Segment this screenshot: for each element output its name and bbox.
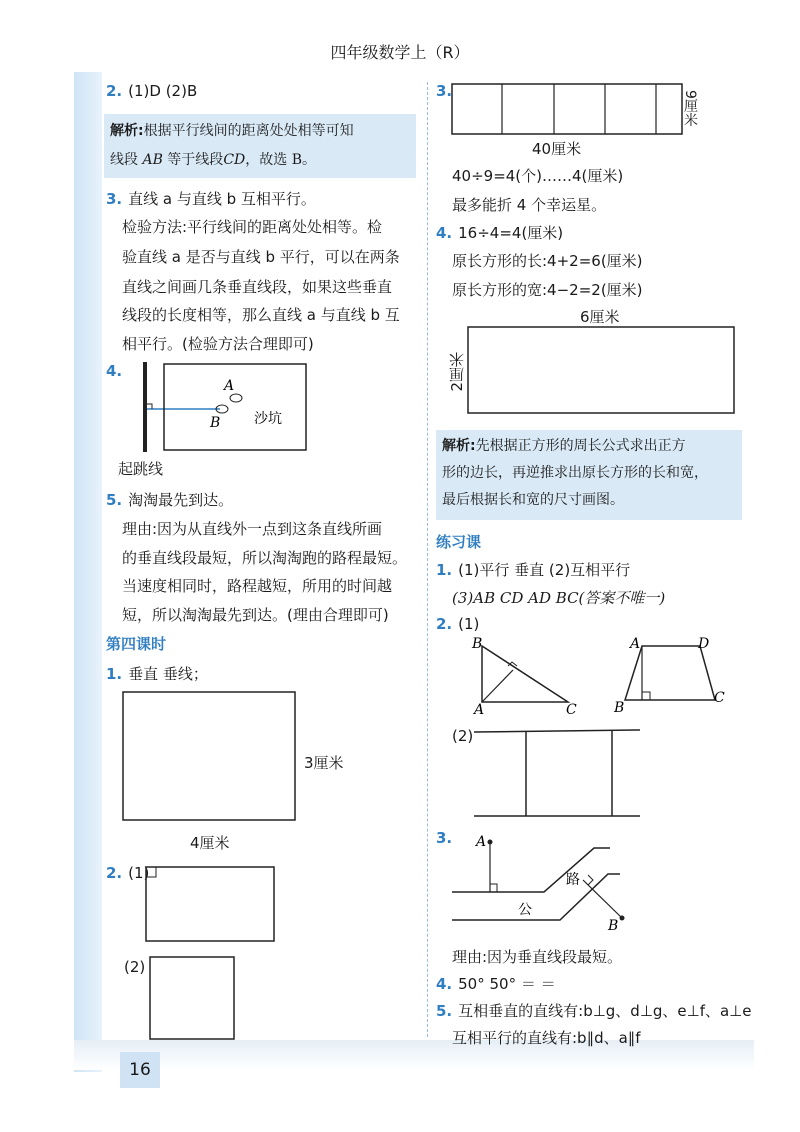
tri-label-c: C xyxy=(566,702,577,716)
left-q4-number: 4. xyxy=(106,362,123,380)
left-q2 xyxy=(106,82,197,100)
rectangle-6x2-diagram xyxy=(466,325,738,417)
page-number: 16 xyxy=(120,1052,160,1088)
left-q2-text: (1)D (2)B xyxy=(128,82,198,100)
left-q3-line: 验直线 a 是否与直线 b 平行，可以在两条 xyxy=(122,248,400,266)
long-jump-diagram xyxy=(130,360,330,460)
rectangle-4x3-diagram xyxy=(120,690,310,825)
rectangle-6x2 xyxy=(468,327,734,413)
left-q5-line: 的垂直线段最短，所以淘淘跑的路程最短。 xyxy=(122,549,408,567)
right-q4-line1: 16÷4=4(厘米) xyxy=(458,224,564,242)
practice-q1-line2: (3)AB CD AD BC(答案不唯一) xyxy=(452,589,666,607)
left-q3-first-line xyxy=(106,188,316,209)
practice-q3-number: 3. xyxy=(436,829,453,847)
section-title-lesson4: 第四课时 xyxy=(106,635,167,653)
lesson4-q2-part2: (2) xyxy=(124,958,146,976)
parallel-lines-diagram xyxy=(472,724,644,822)
left-q5-answer: 淘淘最先到达。 xyxy=(128,491,234,509)
note1-cd: CD xyxy=(223,152,246,168)
left-q5-line: 理由:因为从直线外一点到这条直线所画 xyxy=(122,520,383,538)
road-word-2: 路 xyxy=(566,872,580,888)
left-q3-line: 直线之间画几条垂直线段，如果这些垂直 xyxy=(122,278,393,296)
lesson4-q2-number: 2. xyxy=(106,864,123,882)
right-angle-mark xyxy=(146,867,156,877)
practice-q1-line1: (1)平行 垂直 (2)互相平行 xyxy=(458,561,631,579)
right-q3-number: 3. xyxy=(436,82,453,100)
square-shape xyxy=(150,957,234,1039)
parallel-line-top xyxy=(474,730,640,732)
rectangle-q2-1 xyxy=(142,864,282,946)
road-label-a: A xyxy=(476,834,487,850)
tri-label-b: B xyxy=(472,636,483,652)
practice-q5-line2: 互相平行的直线有:b∥d、a∥f xyxy=(452,1029,641,1047)
strip-height-label: 9厘米 xyxy=(682,90,698,127)
section-title-practice: 练习课 xyxy=(436,533,482,551)
rect6x2-width-label: 6厘米 xyxy=(580,308,620,326)
label-b: B xyxy=(210,415,221,431)
left-q5-number: 5. xyxy=(106,491,123,509)
triangle xyxy=(482,646,568,702)
strip-width-label: 40厘米 xyxy=(532,140,582,158)
rectangle-4x3 xyxy=(123,692,295,820)
left-q3-line: 检验方法:平行线间的距离处处相等。检 xyxy=(122,218,383,236)
note1-line1: 根据平行线间的距离处处相等可知 xyxy=(143,123,354,139)
paper-strip xyxy=(452,84,682,134)
left-q5-first-line xyxy=(106,489,233,510)
lesson4-q1 xyxy=(106,663,208,684)
tri-label-a: A xyxy=(474,702,485,716)
practice-q1-number: 1. xyxy=(436,561,453,579)
road-edge-upper xyxy=(452,848,610,892)
right-q4-number: 4. xyxy=(436,224,453,242)
practice-q1-first-line xyxy=(436,559,630,580)
rect6x2-height-label: 2厘米 xyxy=(448,352,466,392)
practice-q5-first-line xyxy=(436,1000,751,1021)
rectangle-shape xyxy=(146,867,274,941)
practice-q4-text: 50° 50° ＝ ＝ xyxy=(458,975,556,993)
practice-q3-reason: 理由:因为垂直线段最短。 xyxy=(452,948,623,966)
right-q4-line3: 原长方形的宽:4−2=2(厘米) xyxy=(452,281,643,299)
note1-label: 解析: xyxy=(110,123,144,139)
rect-height-label: 3厘米 xyxy=(304,754,344,772)
right-q3-line1: 40÷9=4(个)……4(厘米) xyxy=(452,167,624,185)
left-q2-number: 2. xyxy=(106,82,123,100)
page-header-title: 四年级数学上（R） xyxy=(330,43,470,62)
sand-pit xyxy=(164,364,306,450)
trap-label-b: B xyxy=(614,700,625,716)
rect-width-label: 4厘米 xyxy=(190,834,230,852)
note2-line2: 形的边长，再逆推求出原长方形的长和宽， xyxy=(442,465,708,481)
practice-q2-part2: (2) xyxy=(452,727,474,745)
left-q3-line: 相平行。(检验方法合理即可) xyxy=(122,335,314,353)
lesson4-q1-text: 垂直 垂线； xyxy=(128,665,208,683)
practice-q5-number: 5. xyxy=(436,1002,453,1020)
footprint-a xyxy=(230,394,242,402)
road-label-b: B xyxy=(608,918,619,934)
page-bottom-shadow xyxy=(74,1040,754,1070)
lesson4-q2-part1: (1) xyxy=(128,864,150,882)
sand-pit-label: 沙坑 xyxy=(254,411,282,427)
practice-q2-part1: (1) xyxy=(458,615,480,633)
trapezoid-height-diagram xyxy=(610,634,740,716)
analysis-note-1 xyxy=(104,114,416,178)
left-q4-number-wrap xyxy=(106,362,128,380)
trap-label-a: A xyxy=(630,636,641,652)
analysis-note-2 xyxy=(436,430,742,520)
paper-strip-diagram xyxy=(450,82,685,140)
label-a: A xyxy=(224,378,235,394)
note1-ab: AB xyxy=(142,152,163,168)
perpendicular-from-b xyxy=(583,880,622,918)
note1-line2c: ，故选 B。 xyxy=(245,152,316,168)
road-diagram xyxy=(450,830,650,935)
note2-line1: 先根据正方形的周长公式求出正方 xyxy=(475,438,686,454)
right-angle-mark xyxy=(490,884,497,892)
point-b xyxy=(620,916,625,921)
lesson4-q1-number: 1. xyxy=(106,665,123,683)
left-q5-line: 当速度相同时，路程越短，所用的时间越 xyxy=(122,577,393,595)
note1-line2a: 线段 xyxy=(110,152,143,168)
left-q3-number: 3. xyxy=(106,190,123,208)
right-q3-line2: 最多能折 4 个幸运星。 xyxy=(452,196,607,214)
trapezoid xyxy=(625,646,715,700)
left-q3-answer: 直线 a 与直线 b 互相平行。 xyxy=(128,190,316,208)
road-word-1: 公 xyxy=(518,902,532,918)
takeoff-line-label: 起跳线 xyxy=(118,460,164,478)
practice-q5-line1: 互相垂直的直线有:b⊥g、d⊥g、e⊥f、a⊥e xyxy=(458,1002,752,1020)
column-divider xyxy=(427,82,428,1037)
point-a xyxy=(488,840,493,845)
road-edge-lower xyxy=(452,874,620,920)
page-edge-shadow xyxy=(74,72,102,1072)
triangle-height xyxy=(482,670,513,702)
practice-q2-number: 2. xyxy=(436,615,453,633)
note1-line2b: 等于线段 xyxy=(162,152,224,168)
left-q3-line: 线段的长度相等，那么直线 a 与直线 b 互 xyxy=(122,306,400,324)
right-angle-mark xyxy=(642,692,650,700)
note2-label: 解析: xyxy=(442,438,476,454)
left-q5-line: 短，所以淘淘最先到达。(理由合理即可) xyxy=(122,606,389,624)
right-angle-mark xyxy=(588,875,593,885)
trap-label-d: D xyxy=(698,636,710,652)
square-q2-2 xyxy=(146,954,238,1042)
practice-q4 xyxy=(436,973,556,994)
practice-q4-number: 4. xyxy=(436,975,453,993)
note2-line3: 最后根据长和宽的尺寸画图。 xyxy=(442,492,624,508)
right-q4-first-line xyxy=(436,222,563,243)
practice-q2 xyxy=(436,615,479,633)
triangle-height-diagram xyxy=(466,634,586,716)
trap-label-c: C xyxy=(714,690,725,706)
right-q4-line2: 原长方形的长:4+2=6(厘米) xyxy=(452,252,643,270)
